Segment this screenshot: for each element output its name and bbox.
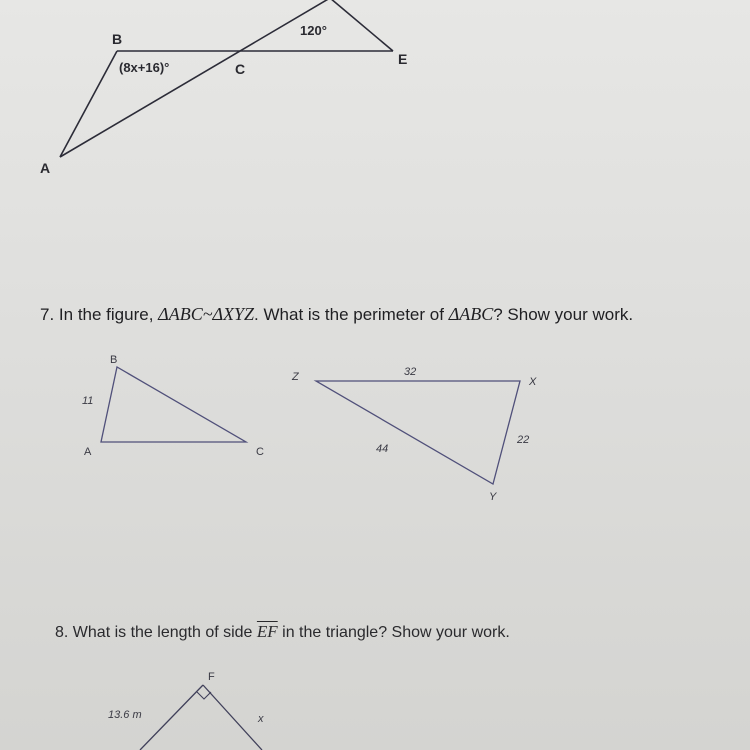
label-x: X <box>529 376 537 388</box>
question-8-text-after: in the triangle? Show your work. <box>277 624 510 641</box>
triangle-abc <box>82 354 264 458</box>
label-c-fig6: C <box>235 61 246 77</box>
triangle-xyz <box>291 366 537 503</box>
question-7 <box>40 304 633 325</box>
side-x-line <box>203 685 262 750</box>
label-b: B <box>110 354 118 366</box>
figure-6 <box>40 0 407 176</box>
label-y: Y <box>489 491 497 503</box>
segment-de <box>330 0 393 51</box>
question-8-text-before: What is the length of side <box>72 624 257 641</box>
triangle-abc-outline <box>101 367 246 442</box>
triangle-abc-symbol: ΔABC <box>448 304 494 324</box>
question-7-text-after: ? Show your work. <box>493 305 634 324</box>
triangle-xyz-outline <box>316 381 520 484</box>
side-x-label: x <box>258 713 264 725</box>
side-xy-length: 22 <box>517 434 530 446</box>
question-7-text-before: In the figure, <box>58 305 159 324</box>
angle-b-expression: (8x+16)° <box>119 60 170 75</box>
side-ab-length: 11 <box>82 395 94 407</box>
label-b-fig6: B <box>112 31 123 47</box>
label-a-fig6: A <box>40 160 51 176</box>
segment-ef: $\overline{EF}$ <box>256 622 278 641</box>
figure-8 <box>108 671 264 750</box>
question-8 <box>55 622 510 642</box>
label-a: A <box>84 446 92 458</box>
question-7-text-middle: . What is the perimeter of <box>254 305 449 324</box>
side-zx-length: 32 <box>404 366 417 378</box>
side-zy-length: 44 <box>376 443 389 455</box>
side-13-6-label: 13.6 m <box>108 709 142 721</box>
label-c: C <box>256 446 264 458</box>
angle-d-value: 120° <box>300 23 327 38</box>
segment-ad <box>60 0 330 157</box>
similarity-statement: ΔABC~ΔXYZ <box>158 304 255 324</box>
label-z: Z <box>292 371 299 383</box>
label-e-fig6: E <box>398 51 408 67</box>
right-angle-marker <box>197 692 211 699</box>
question-7-number: 7. <box>40 305 55 324</box>
label-f: F <box>208 671 215 683</box>
side-13-6-line <box>140 685 203 750</box>
question-8-number: 8. <box>55 624 69 641</box>
